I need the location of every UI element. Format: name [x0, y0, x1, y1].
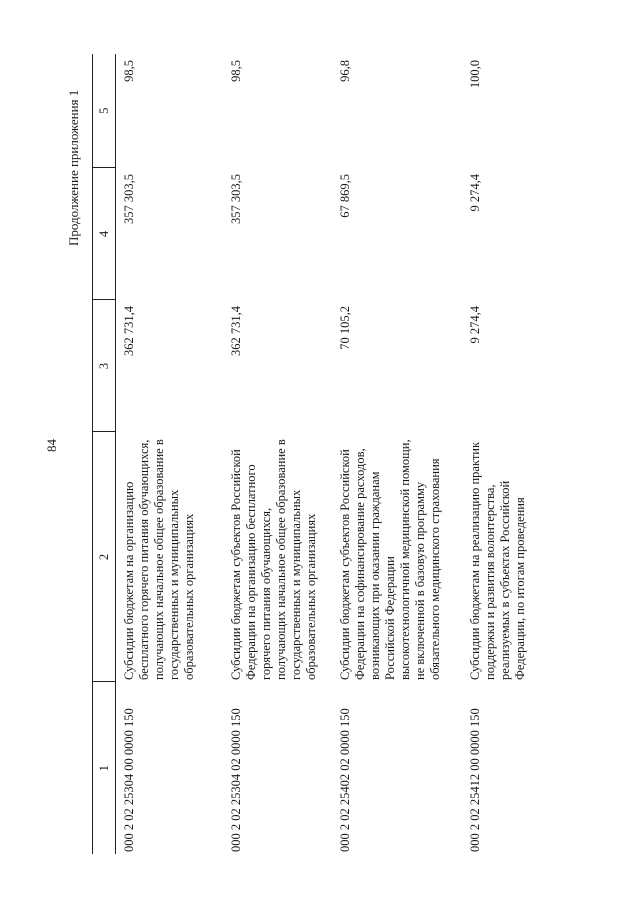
continuation-caption: Продолжение приложения 1	[66, 89, 81, 246]
value-col-5: 96,8	[338, 60, 352, 82]
table-row	[462, 54, 556, 854]
subsidy-name: Субсидии бюджетам на реализацию практик поддержки и развития волонтерства, реализуемых в субъектах Российской Федерации, по итогам проведения	[468, 441, 527, 680]
header-row	[93, 54, 116, 854]
value-col-5: 98,5	[122, 60, 136, 82]
value-col-4: 357 303,5	[122, 174, 136, 224]
table-body	[116, 54, 557, 854]
budget-code: 000 2 02 25402 02 0000 150	[338, 708, 352, 852]
header-col-1: 1	[93, 682, 116, 854]
header-col-3: 3	[93, 300, 116, 432]
budget-code: 000 2 02 25304 02 0000 150	[229, 708, 243, 852]
subsidy-name: Субсидии бюджетам субъектов Российской Федерации на организацию бесплатного горячего питания обучающихся, получающих начальное общее образование в государственных и муниципальных образовательных организациях	[229, 439, 318, 680]
value-col-3: 70 105,2	[338, 306, 352, 350]
value-col-3: 9 274,4	[468, 306, 482, 344]
table-header	[93, 54, 116, 854]
subsidy-name: Субсидии бюджетам субъектов Российской Федерации на софинансирование расходов, возникающих при оказании гражданам Российской Федерации высокотехнологичной медицинской помощи, не включенной в базовую программу обязательного медицинского страхования	[338, 439, 442, 680]
subsidy-name: Субсидии бюджетам на организацию бесплатного горячего питания обучающихся, получающих начальное общее образование в государственных и муниципальных образовательных организациях	[122, 439, 196, 680]
budget-table-container	[92, 54, 532, 854]
table-row	[116, 54, 224, 854]
value-col-4: 357 303,5	[229, 174, 243, 224]
budget-code: 000 2 02 25304 00 0000 150	[122, 708, 136, 852]
budget-table	[92, 54, 556, 854]
header-col-4: 4	[93, 168, 116, 300]
value-col-5: 98,5	[229, 60, 243, 82]
budget-code: 000 2 02 25412 00 0000 150	[468, 708, 482, 852]
table-row	[223, 54, 332, 854]
page-number: 84	[44, 439, 59, 452]
value-col-5: 100,0	[468, 60, 482, 89]
value-col-3: 362 731,4	[229, 306, 243, 356]
header-col-5: 5	[93, 54, 116, 168]
value-col-4: 67 869,5	[338, 174, 352, 218]
header-col-2: 2	[93, 432, 116, 682]
value-col-3: 362 731,4	[122, 306, 136, 356]
value-col-4: 9 274,4	[468, 174, 482, 212]
table-row	[332, 54, 462, 854]
